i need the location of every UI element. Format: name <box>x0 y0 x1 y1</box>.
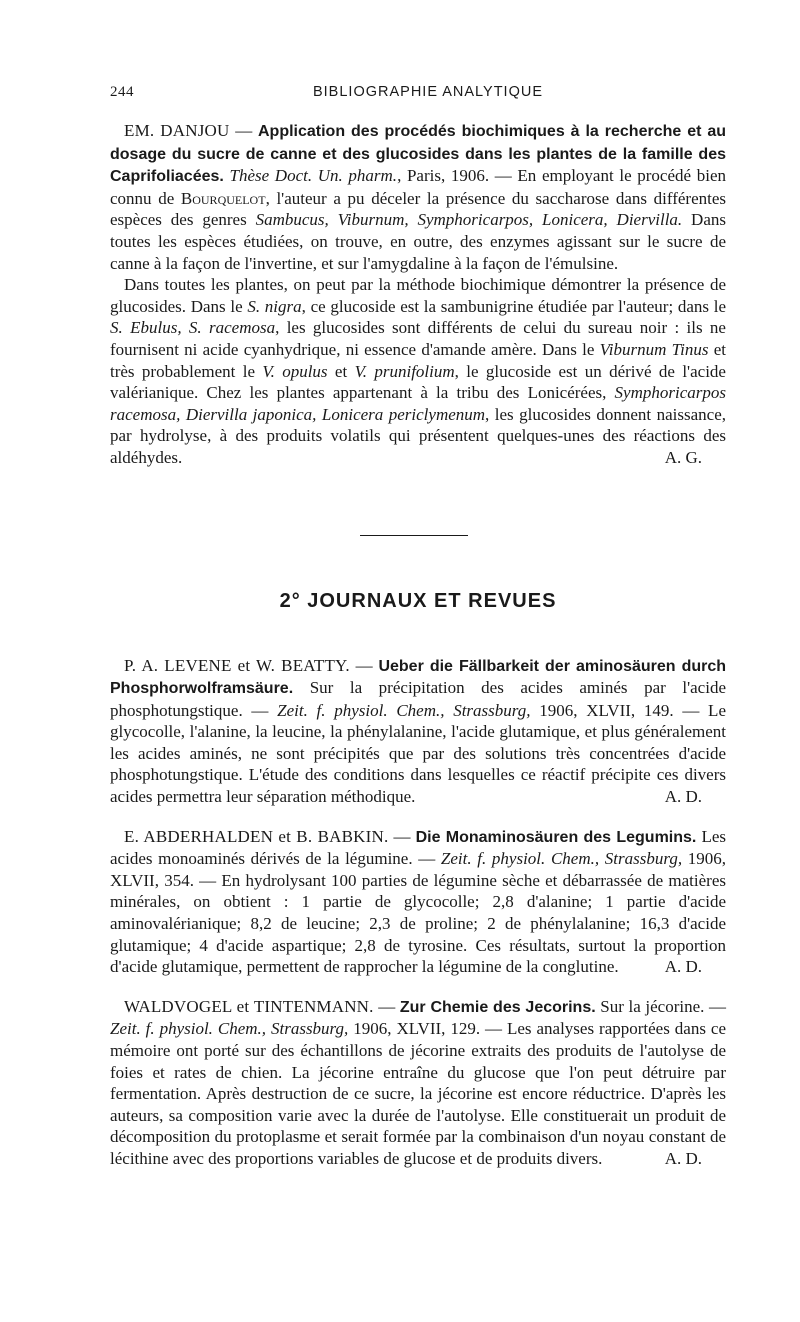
page-number: 244 <box>110 84 134 100</box>
entry-source: Zeit. f. physiol. Chem., Strassburg, <box>110 1019 349 1039</box>
entry-title: Zur Chemie des Jecorins. <box>399 998 596 1016</box>
running-title: BIBLIOGRAPHIE ANALYTIQUE <box>312 84 544 100</box>
reviewer-initials: A. D. <box>664 957 702 977</box>
entry-authors: P. A. LEVENE et W. BEATTY. <box>124 655 350 675</box>
entry-source: Zeit. f. physiol. Chem., Strassburg, <box>277 700 531 720</box>
entry-authors: E. ABDERHALDEN et B. BABKIN. <box>124 826 389 846</box>
entry-authors: WALDVOGEL et TINTENMANN. <box>124 996 374 1016</box>
entry-title: Application des procédés biochimiques à la recherche et au dosage du sucre de canne et des glucosides dans les plantes de la famille des Caprifoliacées. <box>110 123 727 186</box>
running-head <box>110 84 726 112</box>
reviewer-initials: A. D. <box>664 1148 702 1168</box>
reviewer-initials: A. G. <box>664 447 702 467</box>
entry-authors: EM. DANJOU <box>124 121 230 140</box>
entry-danjou: EM. DANJOU — Application des procédés biochimiques à la recherche et au dosage du sucre de canne et des glucosides dans les plantes de la famille des Caprifoliacées. Thèse Doct. Un. pharm., Paris, 1906. — En employant le procédé bien connu de Bourquelot, l'auteur a pu déceler la présence du saccharose dans différentes espèces des genres Sambucus, Viburnum, Symphoricarpos, Lonicera, Diervilla. Dans toutes les espèces étudiées, on trouve, en outre, des enzymes agissant sur le sucre de canne à la façon de l'invertine, et sur l'amygdaline à la façon de l'émulsine. <box>110 121 727 273</box>
entry-levene: P. A. LEVENE et W. BEATTY. — Ueber die Fällbarkeit der aminosäuren durch Phosphorwolframsäure. Sur la précipitation des acides aminés par l'acide phosphotungstique. — Zeit. f. physiol. Chem., Strassburg, 1906, XLVII, 149. — Le glycocolle, l'alanine, la leucine, la phénylalanine, l'acide glutamique, et plus généralement les acides aminés, ne sont précipités que par des solutions très concentrées d'acide phosphotungstique. L'étude des conditions dans lesquelles ce réactif précipite ces divers acides permettra leur séparation méthodique. A. D. <box>110 655 727 807</box>
entry-title: Die Monaminosäuren des Legumins. <box>415 828 697 846</box>
entry-source: Thèse Doct. Un. pharm. <box>229 166 398 186</box>
entry-danjou-continued: Dans toutes les plantes, on peut par la méthode biochimique démontrer la présence de glucosides. Dans le S. nigra, ce glucoside est la sambunigrine étudiée par l'auteur; dans le S. Ebulus, S. racemosa, les glucosides sont différents de celui du sureau noir : ils ne fournisent ni acide cyanhydrique, ni essence d'amande amère. Dans le Viburnum Tinus et très probablement le V. opulus et V. prunifolium, le glucoside est un dérivé de l'acide valérianique. Chez les plantes appartenant à la tribu des Lonicérées, Symphoricarpos racemosa, Diervilla japonica, Lonicera periclymenum, les glucosides donnent naissance, par hydrolyse, à des produits volatils qui présentent quelques-unes des réactions des aldéhydes. A. G. <box>110 275 726 467</box>
entry-waldvogel: WALDVOGEL et TINTENMANN. — Zur Chemie des Jecorins. Sur la jécorine. — Zeit. f. physiol. Chem., Strassburg, 1906, XLVII, 129. — Les analyses rapportées dans ce mémoire ont porté sur des échantillons de jécorine extraits des produits de l'autolyse de foies et rates de chien. La jécorine entraîne du glucose que l'on peut détruire par fermentation. Après destruction de ce sucre, la jécorine est encore réductrice. D'après les auteurs, sa composition varie avec la durée de l'autolyse. Elle constituerait un produit de décomposition du protoplasme et serait formée par la combinaison d'un noyau constant de lécithine avec des proportions variables de glucose et de produits divers. A. D. <box>110 996 727 1168</box>
entry-abderhalden: E. ABDERHALDEN et B. BABKIN. — Die Monaminosäuren des Legumins. Les acides monoaminés dérivés de la légumine. — Zeit. f. physiol. Chem., Strassburg, 1906, XLVII, 354. — En hydrolysant 100 parties de légumine sèche et débarrassée de matières minérales, on obtient : 1 partie de glycocolle; 2,8 d'alanine; 1 partie d'acide aminovalérianique; 8,2 de leucine; 2,3 de proline; 2 de phénylalanine; 16,3 d'acide glutamique; 4 d'acide aspartique; 2,8 de tyrosine. Ces résultats, surtout la proportion d'acide glutamique, permettent de rapprocher la légumine de la conglutine. A. D. <box>110 826 726 977</box>
section-heading: 2° JOURNAUX ET REVUES <box>279 589 557 612</box>
entry-title: Ueber die Fällbarkeit der aminosäuren durch Phosphorwolframsäure. <box>110 657 727 698</box>
entry-source: Zeit. f. physiol. Chem., Strassburg, <box>440 849 683 869</box>
page <box>110 84 726 1170</box>
reviewer-initials: A. D. <box>664 787 702 807</box>
cited-name: Bourquelot <box>180 188 266 208</box>
section-divider <box>360 535 468 536</box>
